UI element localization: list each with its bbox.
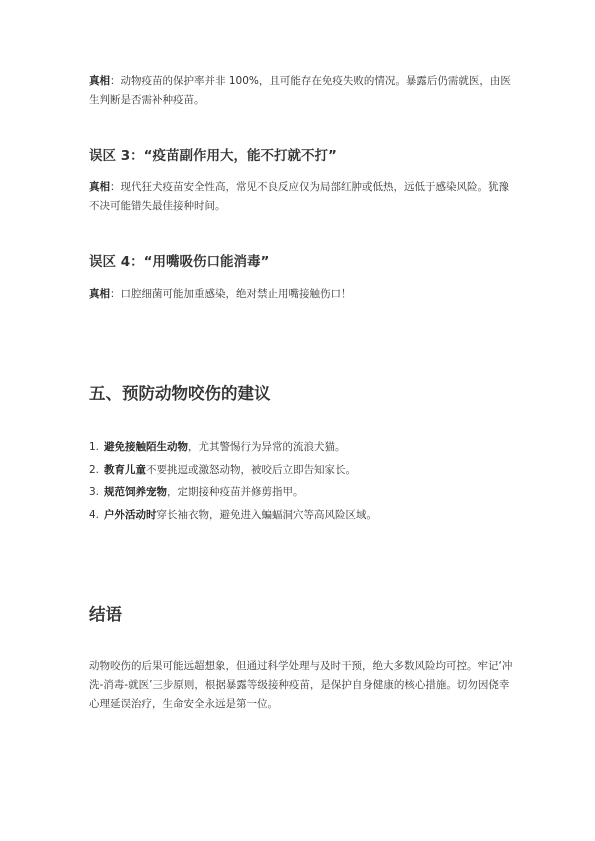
list-item-bold: 户外活动时: [104, 508, 157, 521]
list-item-text: ，尤其警惕行为异常的流浪犬猫。: [188, 441, 346, 453]
conclusion-heading-block: [89, 603, 513, 627]
conclusion-text-block: [89, 657, 513, 714]
myth-4-heading-block: [89, 252, 513, 272]
prevention-list: [89, 436, 513, 526]
conclusion-text: 动物咬伤的后果可能远超想象，但通过科学处理与及时干预，绝大多数风险均可控。牢记‘冲洗-消毒-就医’三步原则，根据暴露等级接种疫苗，是保护自身健康的核心措施。切勿因侥幸心理延误治疗，生命安全永远是第一位。: [89, 660, 513, 710]
list-item: [89, 459, 513, 482]
list-item: [89, 481, 513, 504]
myth-4-heading: 误区 4：“用嘴吸伤口能消毒”: [89, 254, 270, 270]
truth-1-body: ：动物疫苗的保护率并非 100%，且可能存在免疫失败的情况。暴露后仍需就医，由医生判断是否需补种疫苗。: [89, 75, 511, 106]
myth-4-truth-body: ：口腔细菌可能加重感染，绝对禁止用嘴接触伤口！: [110, 288, 352, 300]
list-item: [89, 436, 513, 459]
list-item-number: 3.: [89, 486, 100, 498]
list-item-text: ，定期接种疫苗并修剪指甲。: [167, 486, 304, 498]
list-item-number: 2.: [89, 463, 100, 476]
list-item-bold: 教育儿童: [104, 463, 146, 476]
myth-4-truth-block: [89, 285, 513, 304]
list-item: [89, 504, 513, 527]
truth-1-label: 真相: [89, 75, 110, 87]
section-5-list-block: [89, 436, 513, 526]
truth-1-text: [89, 72, 513, 110]
myth-3-truth-label: 真相: [89, 181, 110, 193]
myth-3-truth-text: [89, 178, 513, 216]
truth-paragraph-1: [89, 72, 513, 110]
conclusion-heading: 结语: [89, 605, 122, 624]
myth-3-heading-block: [89, 146, 513, 166]
list-item-text: 不要挑逗或激怒动物，被咬后立即告知家长。: [146, 463, 356, 476]
myth-3-truth-body: ：现代狂犬疫苗安全性高，常见不良反应仅为局部红肿或低热，远低于感染风险。犹豫不决可能错失最佳接种时间。: [89, 181, 509, 212]
list-item-text: 穿长袖衣物，避免进入蝙蝠洞穴等高风险区域。: [156, 508, 377, 521]
list-item-number: 4.: [89, 508, 100, 521]
list-item-number: 1.: [89, 441, 100, 453]
myth-4-truth-label: 真相: [89, 288, 110, 300]
myth-4-truth-text: [89, 285, 513, 304]
section-5-heading-block: [89, 382, 513, 406]
section-5-heading: 五、预防动物咬伤的建议: [89, 384, 271, 403]
myth-3-heading: 误区 3：“疫苗副作用大，能不打就不打”: [89, 148, 337, 164]
list-item-bold: 避免接触陌生动物: [104, 441, 188, 453]
list-item-bold: 规范饲养宠物: [104, 486, 167, 498]
myth-3-truth-block: [89, 178, 513, 216]
